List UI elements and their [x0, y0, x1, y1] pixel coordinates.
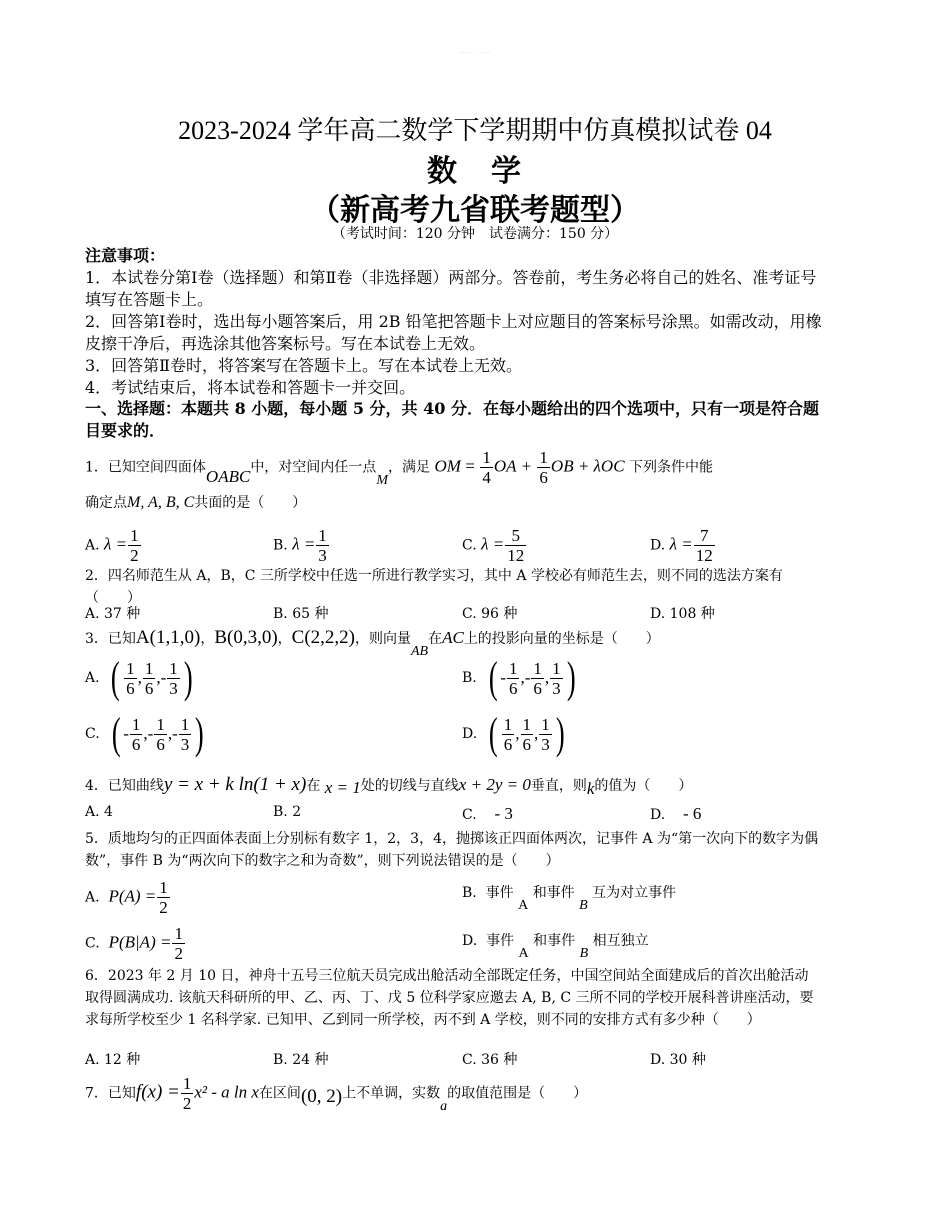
option-expr: λ = [292, 534, 316, 554]
q4-k: k [586, 779, 595, 798]
q3-point-b: B(0,3,0) [214, 627, 278, 648]
q5-option-b[interactable] [462, 882, 677, 913]
option-label: D. [462, 933, 478, 949]
option-label: B. [273, 537, 288, 554]
component-frac [130, 715, 143, 754]
q7-function-rest: x² - a ln x [194, 1082, 259, 1102]
q4-curve: y = x + k ln(1 + x) [163, 774, 307, 795]
q1-frac-2 [537, 448, 550, 487]
frac-num: 1 [144, 658, 154, 678]
frac-den: 6 [156, 734, 165, 754]
option-frac [316, 526, 329, 565]
component-frac [143, 659, 156, 698]
note-item: 4．考试结束后，将本试卷和答题卡一并交回。 [85, 378, 416, 397]
q1-om: OM [434, 456, 461, 476]
frac-den: 3 [541, 734, 550, 754]
q6-option-c[interactable]: C. 36 种 [462, 1052, 518, 1068]
q3-point-a: A(1,1,0) [135, 627, 201, 648]
component-frac [154, 715, 167, 754]
option-frac [128, 526, 141, 565]
left-paren: ( [111, 709, 121, 758]
sign: - [500, 668, 506, 687]
q2-option-c[interactable]: C. 96 种 [462, 606, 518, 622]
option-label: A. [85, 537, 100, 554]
q3-option-a[interactable] [85, 653, 195, 702]
question-4 [85, 774, 820, 797]
option-text: 事件 [485, 885, 514, 901]
frac-num: 1 [130, 526, 139, 545]
q4-x-value: x = 1 [324, 778, 361, 797]
question-7 [85, 1074, 820, 1113]
q4-text: 的值为（ ） [594, 778, 693, 794]
q1-eq: = [465, 456, 475, 476]
q7-text: 7．已知 [85, 1085, 136, 1102]
frac-num: 1 [159, 878, 168, 897]
q1-ob: OB + λOC [550, 456, 625, 476]
frac-num: 1 [503, 714, 513, 734]
option-label: C. [85, 935, 100, 952]
q5-option-d[interactable] [462, 930, 649, 961]
option-expr: λ = [669, 534, 693, 554]
exam-type-title: （新高考九省联考题型） [310, 193, 640, 228]
option-label: B. [462, 885, 477, 901]
component-frac [124, 659, 137, 698]
q1-text: 1．已知空间四面体 [85, 459, 206, 476]
comma: , [534, 724, 539, 743]
question-3: 3．已知A(1,1,0)，B(0,3,0)，C(2,2,2)，则向量AB在AC上的投影向量的坐标是（ ） [85, 627, 660, 659]
sign: - [524, 668, 531, 687]
frac-den: 6 [508, 678, 518, 698]
q3-text: 上的投影向量的坐标是（ ） [463, 631, 660, 647]
q3-options-row2 [85, 709, 825, 768]
frac-num: 1 [482, 448, 491, 467]
question-1 [85, 448, 820, 487]
option-expr: P(A) = [108, 886, 157, 906]
q3-option-c[interactable] [85, 709, 207, 758]
right-paren: ) [555, 709, 565, 758]
frac-den: 6 [539, 468, 548, 487]
option-expr: λ = [104, 534, 128, 554]
frac-num: 1 [180, 714, 190, 734]
comma: , [167, 724, 173, 743]
comma: , [520, 668, 525, 687]
q3-point-c: C(2,2,2) [291, 627, 355, 648]
question-5: 5．质地均匀的正四面体表面上分别标有数字 1，2，3，4，抛掷该正四面体两次，记事件 A 为“第一次向下的数字为偶数”，事件 B 为“两次向下的数字之和为奇数”，则下列说法错误的是（ ） [85, 831, 819, 869]
component-frac [531, 659, 544, 698]
frac-den: 3 [169, 678, 178, 698]
component-frac [539, 715, 552, 754]
note-item: 3．回答第Ⅱ卷时，将答案写在答题卡上。写在本试卷上无效。 [85, 356, 523, 375]
q6-option-a[interactable]: A. 12 种 [85, 1052, 141, 1068]
event-b: B [579, 898, 588, 913]
frac-num: 1 [318, 526, 327, 545]
option-frac [505, 526, 526, 565]
q1-option-c[interactable] [462, 526, 527, 565]
q6-option-d[interactable]: D. 30 种 [650, 1052, 706, 1068]
comma: , [156, 668, 161, 687]
q3-vector-ab: AB [410, 644, 429, 659]
comma: , [544, 668, 550, 687]
header-watermark: ····· ····· [459, 50, 491, 57]
frac-den: 2 [182, 1094, 192, 1113]
q3-text: 3．已知 [85, 631, 136, 647]
q4-text: 在 [306, 778, 321, 794]
frac-den: 6 [126, 678, 135, 698]
option-frac [694, 526, 715, 565]
q7-interval: (0, 2) [300, 1085, 343, 1107]
q1-option-a[interactable] [85, 526, 142, 565]
frac-num: 5 [505, 526, 526, 546]
q2-option-a[interactable]: A. 37 种 [85, 606, 141, 622]
frac-den: 3 [552, 678, 561, 698]
q7-text: 上不单调，实数 [342, 1085, 441, 1102]
option-text: 相互独立 [592, 933, 649, 949]
q4-option-a[interactable]: A. 4 [85, 804, 113, 820]
frac-den: 6 [131, 734, 141, 754]
subject-title: 数 学 [427, 154, 523, 189]
exam-info: （考试时间：120 分钟 试卷满分：150 分） [331, 226, 619, 242]
frac-den: 3 [180, 734, 190, 754]
frac-den: 6 [503, 734, 513, 754]
q7-function: f(x) = [135, 1081, 180, 1103]
component-frac [507, 659, 520, 698]
q2-option-b[interactable]: B. 65 种 [273, 606, 329, 622]
option-text: 和事件 [533, 933, 576, 949]
frac-den: 6 [144, 678, 154, 698]
sign: - [123, 724, 129, 743]
q6-option-b[interactable]: B. 24 种 [273, 1052, 329, 1068]
component-frac [521, 715, 534, 754]
q1-option-b[interactable] [273, 526, 330, 565]
q1-text: 确定点 [85, 495, 127, 511]
q1-option-d[interactable] [650, 526, 716, 565]
frac-num: 1 [533, 658, 542, 678]
frac-num: 1 [131, 714, 141, 734]
q1-frac-1 [480, 448, 493, 487]
q5-option-a[interactable] [85, 878, 171, 917]
q4-text: 处的切线与直线 [360, 778, 459, 794]
comma: , [137, 668, 142, 687]
option-frac [157, 878, 170, 917]
right-paren: ) [183, 653, 193, 702]
component-frac [167, 659, 180, 698]
q4-text: 4．已知曲线 [85, 778, 164, 794]
option-label: A. [85, 889, 100, 906]
left-paren: ( [489, 709, 498, 758]
q3-option-d[interactable] [462, 709, 567, 758]
q1-oa: OA + [493, 456, 532, 476]
q4-text: 垂直，则 [530, 778, 587, 794]
q1-text: 下列条件中能 [629, 459, 713, 476]
option-text: 和事件 [532, 885, 575, 901]
frac-num: 1 [522, 714, 531, 734]
comma: , [515, 724, 520, 743]
sign: - [147, 724, 154, 743]
q7-text: 的取值范围是（ ） [447, 1085, 588, 1102]
option-expr: P(B|A) = [108, 932, 172, 952]
option-label: A. [85, 670, 100, 686]
q5-options-row1 [85, 874, 825, 920]
option-text: 互为对立事件 [592, 885, 677, 901]
q4-option-b[interactable]: B. 2 [273, 804, 302, 820]
sign: - [172, 724, 178, 743]
frac-den: 4 [482, 468, 491, 487]
frac-num: 1 [182, 1074, 192, 1093]
option-label: C. [462, 537, 477, 554]
event-b: B [579, 946, 589, 961]
right-paren: ) [195, 709, 204, 758]
frac-den: 6 [522, 734, 531, 754]
frac-num: 7 [694, 526, 715, 546]
question-1-line2 [85, 492, 820, 514]
sign: - [160, 668, 167, 687]
q1-text: 共面的是（ ） [194, 495, 307, 511]
q1-point-m: M [376, 472, 388, 488]
event-a: A [518, 946, 529, 961]
q4-option-d[interactable] [650, 804, 701, 824]
option-label: C. [462, 807, 477, 823]
right-paren: ) [566, 653, 576, 702]
q1-options [85, 518, 825, 564]
frac-num: 1 [126, 658, 135, 678]
frac-num: 1 [508, 658, 518, 678]
frac-num: 1 [156, 714, 165, 734]
frac-num: 1 [169, 658, 178, 678]
notes-block [85, 245, 825, 399]
q5-option-c[interactable] [85, 924, 186, 963]
q3-text: ，则向量 [354, 631, 411, 647]
q5-options-row2 [85, 920, 825, 966]
frac-den: 12 [695, 546, 713, 565]
option-value: - 6 [683, 804, 702, 823]
frac-num: 1 [174, 924, 183, 943]
exam-title: 2023-2024 学年高二数学下学期期中仿真模拟试卷 04 [178, 116, 772, 145]
q1-text: 中，对空间内任一点 [250, 459, 377, 476]
option-frac [172, 924, 185, 963]
question-6: 6．2023 年 2 月 10 日，神舟十五号三位航天员完成出舱活动全部既定任务，中国空间站全面建成后的首次出舱活动取得圆满成功. 该航天科研所的甲、乙、丙、丁、戊 5 位科学家应邀去 A, B, C 三所不同的学校开展科普讲座活动，要求每所学校至少 1 名科学家. 已知甲、乙到同一所学校，丙不到 A 学校，则不同的安排方式有多少种（ ） [85, 968, 814, 1028]
section-heading: 一、选择题：本题共 8 小题，每小题 5 分，共 40 分．在每小题给出的四个选项中，只有一项是符合题目要求的． [85, 399, 819, 440]
q7-frac [181, 1074, 194, 1113]
q3-vector-ac: AC [442, 628, 464, 647]
left-paren: ( [111, 653, 121, 702]
option-label: D. [462, 726, 478, 742]
q4-line: x + 2y = 0 [458, 775, 531, 794]
event-a: A [518, 898, 529, 913]
option-label: D. [650, 807, 666, 823]
option-text: 事件 [486, 933, 515, 949]
option-label: C. [85, 726, 100, 742]
frac-num: 1 [539, 448, 548, 467]
option-expr: λ = [481, 534, 505, 554]
q7-a: a [440, 1098, 448, 1114]
question-2: 2．四名师范生从 A，B，C 三所学校中任选一所进行教学实习，其中 A 学校必有师范生去，则不同的选法方案有（ ） [85, 568, 783, 606]
frac-num: 1 [552, 658, 561, 678]
q3-option-b[interactable] [462, 653, 578, 702]
option-value: - 3 [494, 804, 513, 823]
left-paren: ( [488, 653, 498, 702]
component-frac [179, 715, 192, 754]
component-frac [502, 715, 515, 754]
frac-den: 6 [533, 678, 542, 698]
q1-points: M, A, B, C [127, 494, 195, 511]
frac-den: 2 [130, 546, 139, 565]
option-label: D. [650, 537, 666, 554]
q3-text: 在 [428, 631, 443, 647]
frac-den: 3 [318, 546, 327, 565]
note-item: 1．本试卷分第Ⅰ卷（选择题）和第Ⅱ卷（非选择题）两部分。答卷前，考生务必将自己的姓名、准考证号填写在答题卡上。 [85, 268, 817, 309]
note-item: 2．回答第Ⅰ卷时，选出每小题答案后，用 2B 铅笔把答题卡上对应题目的答案标号涂黑。如需改动，用橡皮擦干净后，再选涂其他答案标号。写在本试卷上无效。 [85, 312, 822, 353]
q3-options-row1 [85, 653, 825, 712]
component-frac [550, 659, 563, 698]
q2-option-d[interactable]: D. 108 种 [650, 606, 715, 622]
q1-text: ，满足 [387, 459, 430, 476]
comma: , [143, 724, 148, 743]
frac-den: 12 [507, 546, 525, 565]
q1-tetrahedron: OABC [205, 466, 251, 486]
q4-option-c[interactable] [462, 804, 513, 824]
q7-text: 在区间 [258, 1085, 301, 1102]
option-label: B. [462, 670, 477, 686]
frac-den: 2 [159, 898, 168, 917]
frac-den: 2 [174, 944, 183, 963]
notes-heading: 注意事项： [85, 246, 166, 265]
frac-num: 1 [541, 714, 550, 734]
